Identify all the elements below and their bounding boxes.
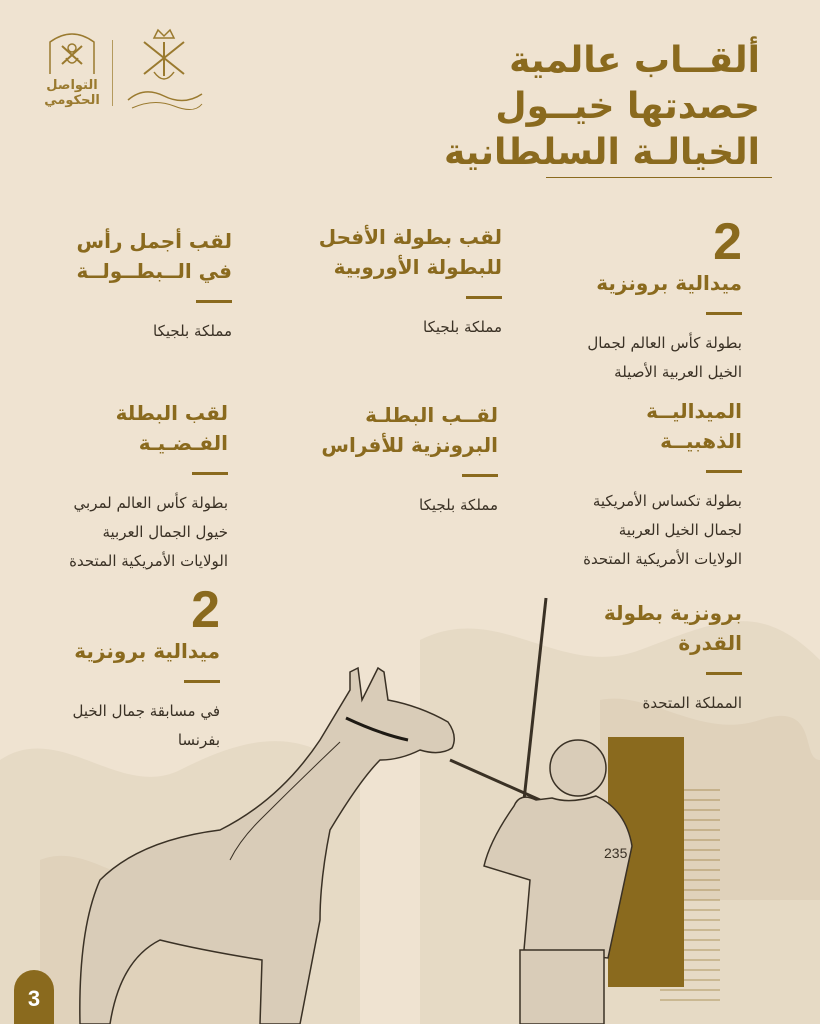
handler-figure	[484, 740, 632, 1024]
card-heading: برونزية بطولة القدرة	[603, 601, 742, 655]
show-stick	[524, 598, 546, 800]
horse-and-handler-illustration	[0, 560, 820, 1024]
card-rule	[196, 300, 232, 303]
royal-court-emblem-icon	[124, 28, 204, 116]
card-rule	[462, 474, 498, 477]
card-body: بطولة كأس العالم لجمال الخيل العربية الأصيلة	[587, 334, 742, 381]
card-rule	[706, 470, 742, 473]
card-rule	[192, 472, 228, 475]
logo-group	[40, 28, 200, 118]
horse-figure	[80, 668, 454, 1024]
achievement-card-european-stallion	[292, 222, 502, 342]
card-heading: ميدالية برونزية	[596, 271, 742, 295]
card-heading: ميدالية برونزية	[74, 639, 220, 663]
card-body: بطولة تكساس الأمريكية لجمال الخيل العربية الولايات الأمريكية المتحدة	[583, 492, 742, 568]
title-line-1: ألقــاب عالمية	[509, 40, 760, 81]
page-number-badge: 3	[14, 970, 54, 1024]
government-communication-logo-text: التواصل الحكومي	[44, 78, 100, 108]
card-heading: لقب أجمل رأس في الــبطــولــة	[76, 229, 232, 283]
achievement-card-bronze-mares	[288, 400, 498, 520]
hatching-lines	[660, 790, 720, 1000]
medal-count: 2	[191, 581, 220, 639]
card-body: المملكة المتحدة	[642, 694, 742, 712]
achievement-card-gold-texas	[502, 396, 742, 574]
card-heading: الميداليــة الذهبيــة	[646, 399, 742, 453]
card-body: في مسابقة جمال الخيل بفرنسا	[72, 702, 220, 749]
card-body: مملكة بلجيكا	[153, 322, 232, 340]
card-body: مملكة بلجيكا	[419, 496, 498, 514]
card-body: مملكة بلجيكا	[423, 318, 502, 336]
card-body: بطولة كأس العالم لمربي خيول الجمال العربية الولايات الأمريكية المتحدة	[69, 494, 228, 570]
card-rule	[706, 312, 742, 315]
card-heading: لقــب البطلـة البرونزية للأفراس	[321, 403, 498, 457]
achievement-card-bronze-world-cup	[502, 213, 742, 387]
logo-divider	[112, 40, 113, 106]
title-underline	[546, 177, 772, 178]
card-rule	[466, 296, 502, 299]
medal-count: 2	[713, 213, 742, 271]
achievement-card-best-head	[32, 226, 232, 346]
title-line-2: حصدتها خيــول	[495, 86, 760, 127]
title-line-3: الخيالـة السلطانية	[443, 132, 760, 173]
card-heading: لقب البطلة الفـضـيـة	[115, 401, 228, 455]
bib-number: 235	[604, 845, 628, 861]
achievement-card-silver-champion	[18, 398, 228, 576]
page-title	[400, 38, 760, 176]
card-heading: لقب بطولة الأفحل للبطولة الأوروبية	[318, 225, 502, 279]
